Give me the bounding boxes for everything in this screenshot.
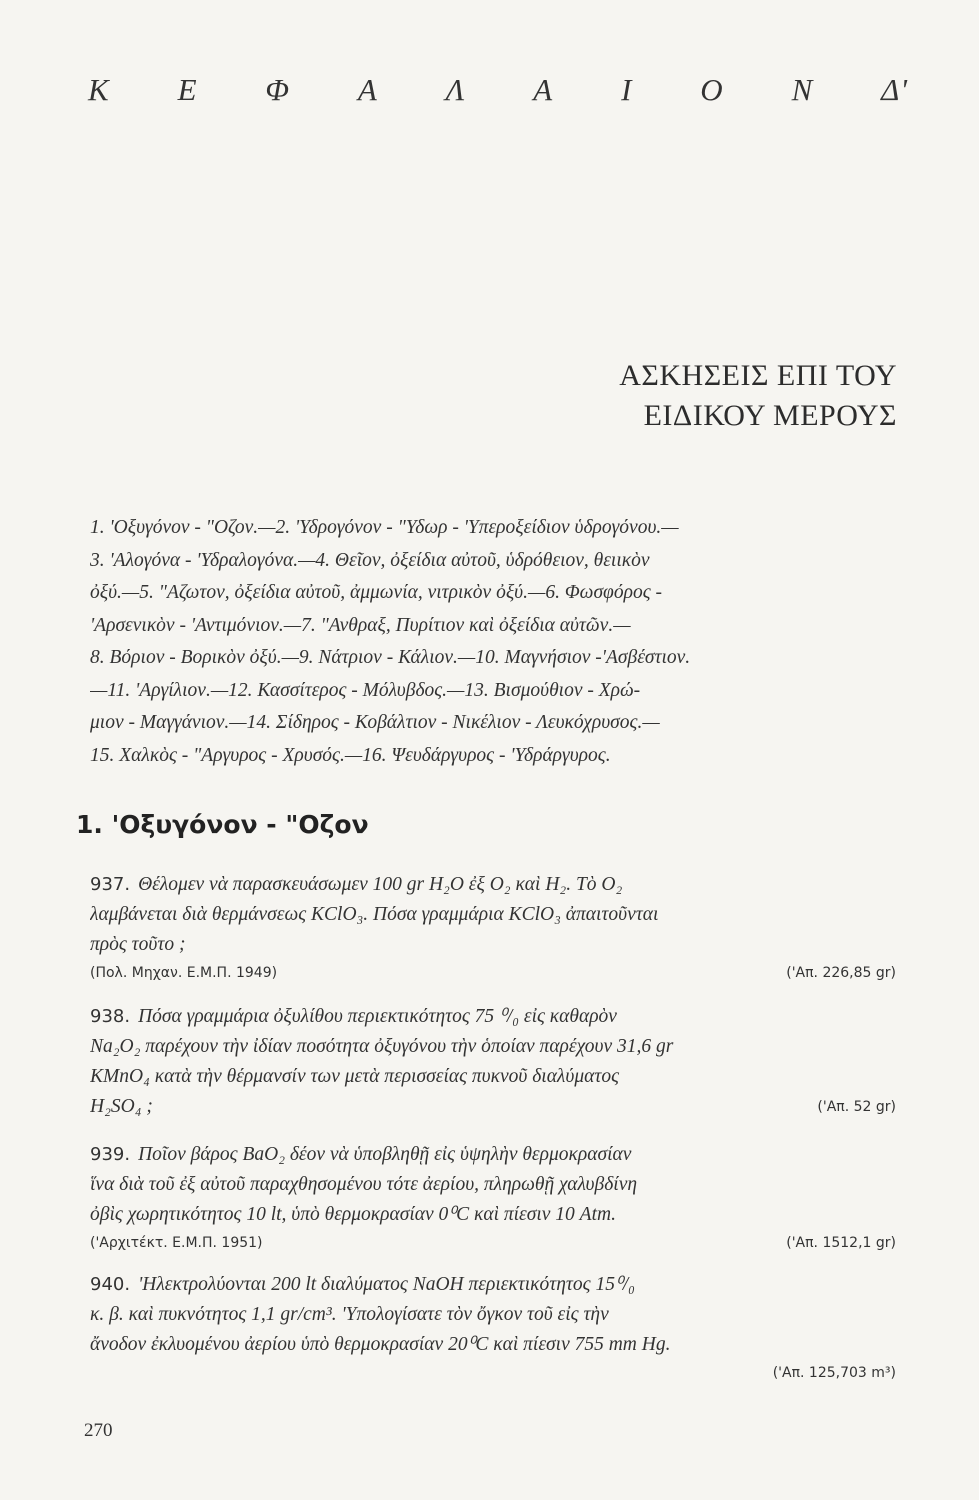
exercise-line xyxy=(90,1140,896,1170)
exercise-number: 937. xyxy=(90,874,131,895)
toc-line: 8. Βόριον - Βορικὸν ὀξύ.—9. Νάτριον - Κάλιον.—10. Μαγνήσιον -'Ασβέστιον. xyxy=(90,647,691,668)
exercise-source: ('Αρχιτέκτ. Ε.Μ.Π. 1951) xyxy=(90,1235,263,1251)
exercise-source: (Πολ. Μηχαν. Ε.Μ.Π. 1949) xyxy=(90,965,278,981)
chapter-heading xyxy=(88,72,908,108)
chapter-letter: Ε xyxy=(177,72,198,107)
exercise-line: ἵνα διὰ τοῦ ἐξ αὐτοῦ παραχθησομένου τότε ἀερίου, πληρωθῇ χαλυβδίνη xyxy=(90,1174,638,1195)
toc-line: μιον - Μαγγάνιον.—14. Σίδηρος - Κοβάλτιον - Νικέλιον - Λευκόχρυσος.— xyxy=(90,712,660,733)
toc-line: 1. 'Οξυγόνον - "Οζον.—2. 'Υδρογόνον - "Υδωρ - 'Υπεροξείδιον ὑδρογόνου.— xyxy=(90,517,679,538)
toc-line: 'Αρσενικὸν - 'Αντιμόνιον.—7. "Ανθραξ, Πυρίτιον καὶ ὀξείδια αὐτῶν.— xyxy=(90,614,631,636)
exercise-text: H₂SO₄ ; xyxy=(90,1096,153,1117)
exercise-line xyxy=(90,1270,896,1300)
exercise-937 xyxy=(90,870,896,986)
chapter-letter: Ν xyxy=(791,72,814,107)
exercise-line: ὀβὶς χωρητικότητος 10 lt, ὑπὸ θερμοκρασίαν 0⁰C καὶ πίεσιν 10 Atm. xyxy=(90,1204,616,1225)
chapter-letter: Δ' xyxy=(881,72,908,107)
exercise-text: 'Ηλεκτρολύονται 200 lt διαλύματος NaOH περιεκτικότητος 15⁰/₀ xyxy=(138,1274,635,1295)
page-number: 270 xyxy=(84,1420,113,1441)
exercise-number: 938. xyxy=(90,1006,131,1027)
subsection-heading: 1. 'Οξυγόνον - "Οζον xyxy=(76,810,369,839)
section-title-line-1: ΑΣΚΗΣΕΙΣ ΕΠΙ ΤΟΥ xyxy=(619,359,897,392)
exercise-line: KMnO₄ κατὰ τὴν θέρμανσίν των μετὰ περισσείας πυκνοῦ διαλύματος xyxy=(90,1066,619,1087)
exercise-938 xyxy=(90,1002,896,1122)
exercise-text: Θέλομεν νὰ παρασκευάσωμεν 100 gr H₂O ἐξ O₂ καὶ H₂. Τὸ O₂ xyxy=(138,874,623,895)
exercise-number: 939. xyxy=(90,1144,131,1165)
section-title xyxy=(619,356,897,436)
chapter-letter: Φ xyxy=(265,72,290,107)
toc-line: ὀξύ.—5. "Αζωτον, ὀξείδια αὐτοῦ, ἀμμωνία, νιτρικὸν ὀξύ.—6. Φωσφόρος - xyxy=(90,582,662,603)
exercise-line xyxy=(90,1092,896,1122)
section-title-line-2: ΕΙΔΙΚΟΥ ΜΕΡΟΥΣ xyxy=(643,399,897,432)
exercise-text: Πόσα γραμμάρια ὀξυλίθου περιεκτικότητος 75 ⁰/₀ εἰς καθαρὸν xyxy=(138,1006,617,1027)
chapter-letter: Κ xyxy=(88,72,110,107)
exercise-line: Na₂O₂ παρέχουν τὴν ἰδίαν ποσότητα ὀξυγόνου τὴν ὁποίαν παρέχουν 31,6 gr xyxy=(90,1036,674,1057)
exercise-line: κ. β. καὶ πυκνότητος 1,1 gr/cm³. 'Υπολογίσατε τὸν ὄγκον τοῦ εἰς τὴν xyxy=(90,1304,609,1325)
exercise-text: Ποῖον βάρος BaO₂ δέον νὰ ὑποβληθῇ εἰς ὑψηλὴν θερμοκρασίαν xyxy=(138,1144,632,1165)
exercise-answer: ('Απ. 125,703 m³) xyxy=(772,1365,896,1381)
chapter-letter: Α xyxy=(533,72,554,107)
toc-line: 3. 'Αλογόνα - 'Υδραλογόνα.—4. Θεῖον, ὀξείδια αὐτοῦ, ὑδρόθειον, θειικὸν xyxy=(90,549,650,571)
exercise-source-row xyxy=(90,960,896,986)
exercise-source-row xyxy=(90,1230,896,1256)
exercise-line xyxy=(90,870,896,900)
exercise-line: λαμβάνεται διὰ θερμάνσεως KClO₃. Πόσα γραμμάρια KClO₃ ἀπαιτοῦνται xyxy=(90,904,659,925)
chapter-letter: Α xyxy=(357,72,378,107)
toc-line: —11. 'Αργίλιον.—12. Κασσίτερος - Μόλυβδος.—13. Βισμούθιον - Χρώ- xyxy=(90,679,641,701)
chapter-letter: Ο xyxy=(700,72,724,107)
toc-line: 15. Χαλκὸς - "Αργυρος - Χρυσός.—16. Ψευδάργυρος - 'Υδράργυρος. xyxy=(90,744,611,766)
exercise-source-row xyxy=(90,1360,896,1386)
exercise-answer: ('Απ. 1512,1 gr) xyxy=(786,1235,896,1251)
chapter-letter: Ι xyxy=(621,72,633,107)
exercise-answer: ('Απ. 52 gr) xyxy=(817,1099,896,1115)
exercise-answer: ('Απ. 226,85 gr) xyxy=(786,965,896,981)
chapter-letter: Λ xyxy=(445,72,466,107)
exercise-line xyxy=(90,1002,896,1032)
exercise-number: 940. xyxy=(90,1274,131,1295)
exercise-line: ἄνοδον ἐκλυομένου ἀερίου ὑπὸ θερμοκρασίαν 20⁰C καὶ πίεσιν 755 mm Hg. xyxy=(90,1334,671,1355)
exercise-939 xyxy=(90,1140,896,1256)
exercise-line: πρὸς τοῦτο ; xyxy=(90,934,186,955)
topics-summary xyxy=(90,512,900,772)
exercise-940 xyxy=(90,1270,896,1386)
